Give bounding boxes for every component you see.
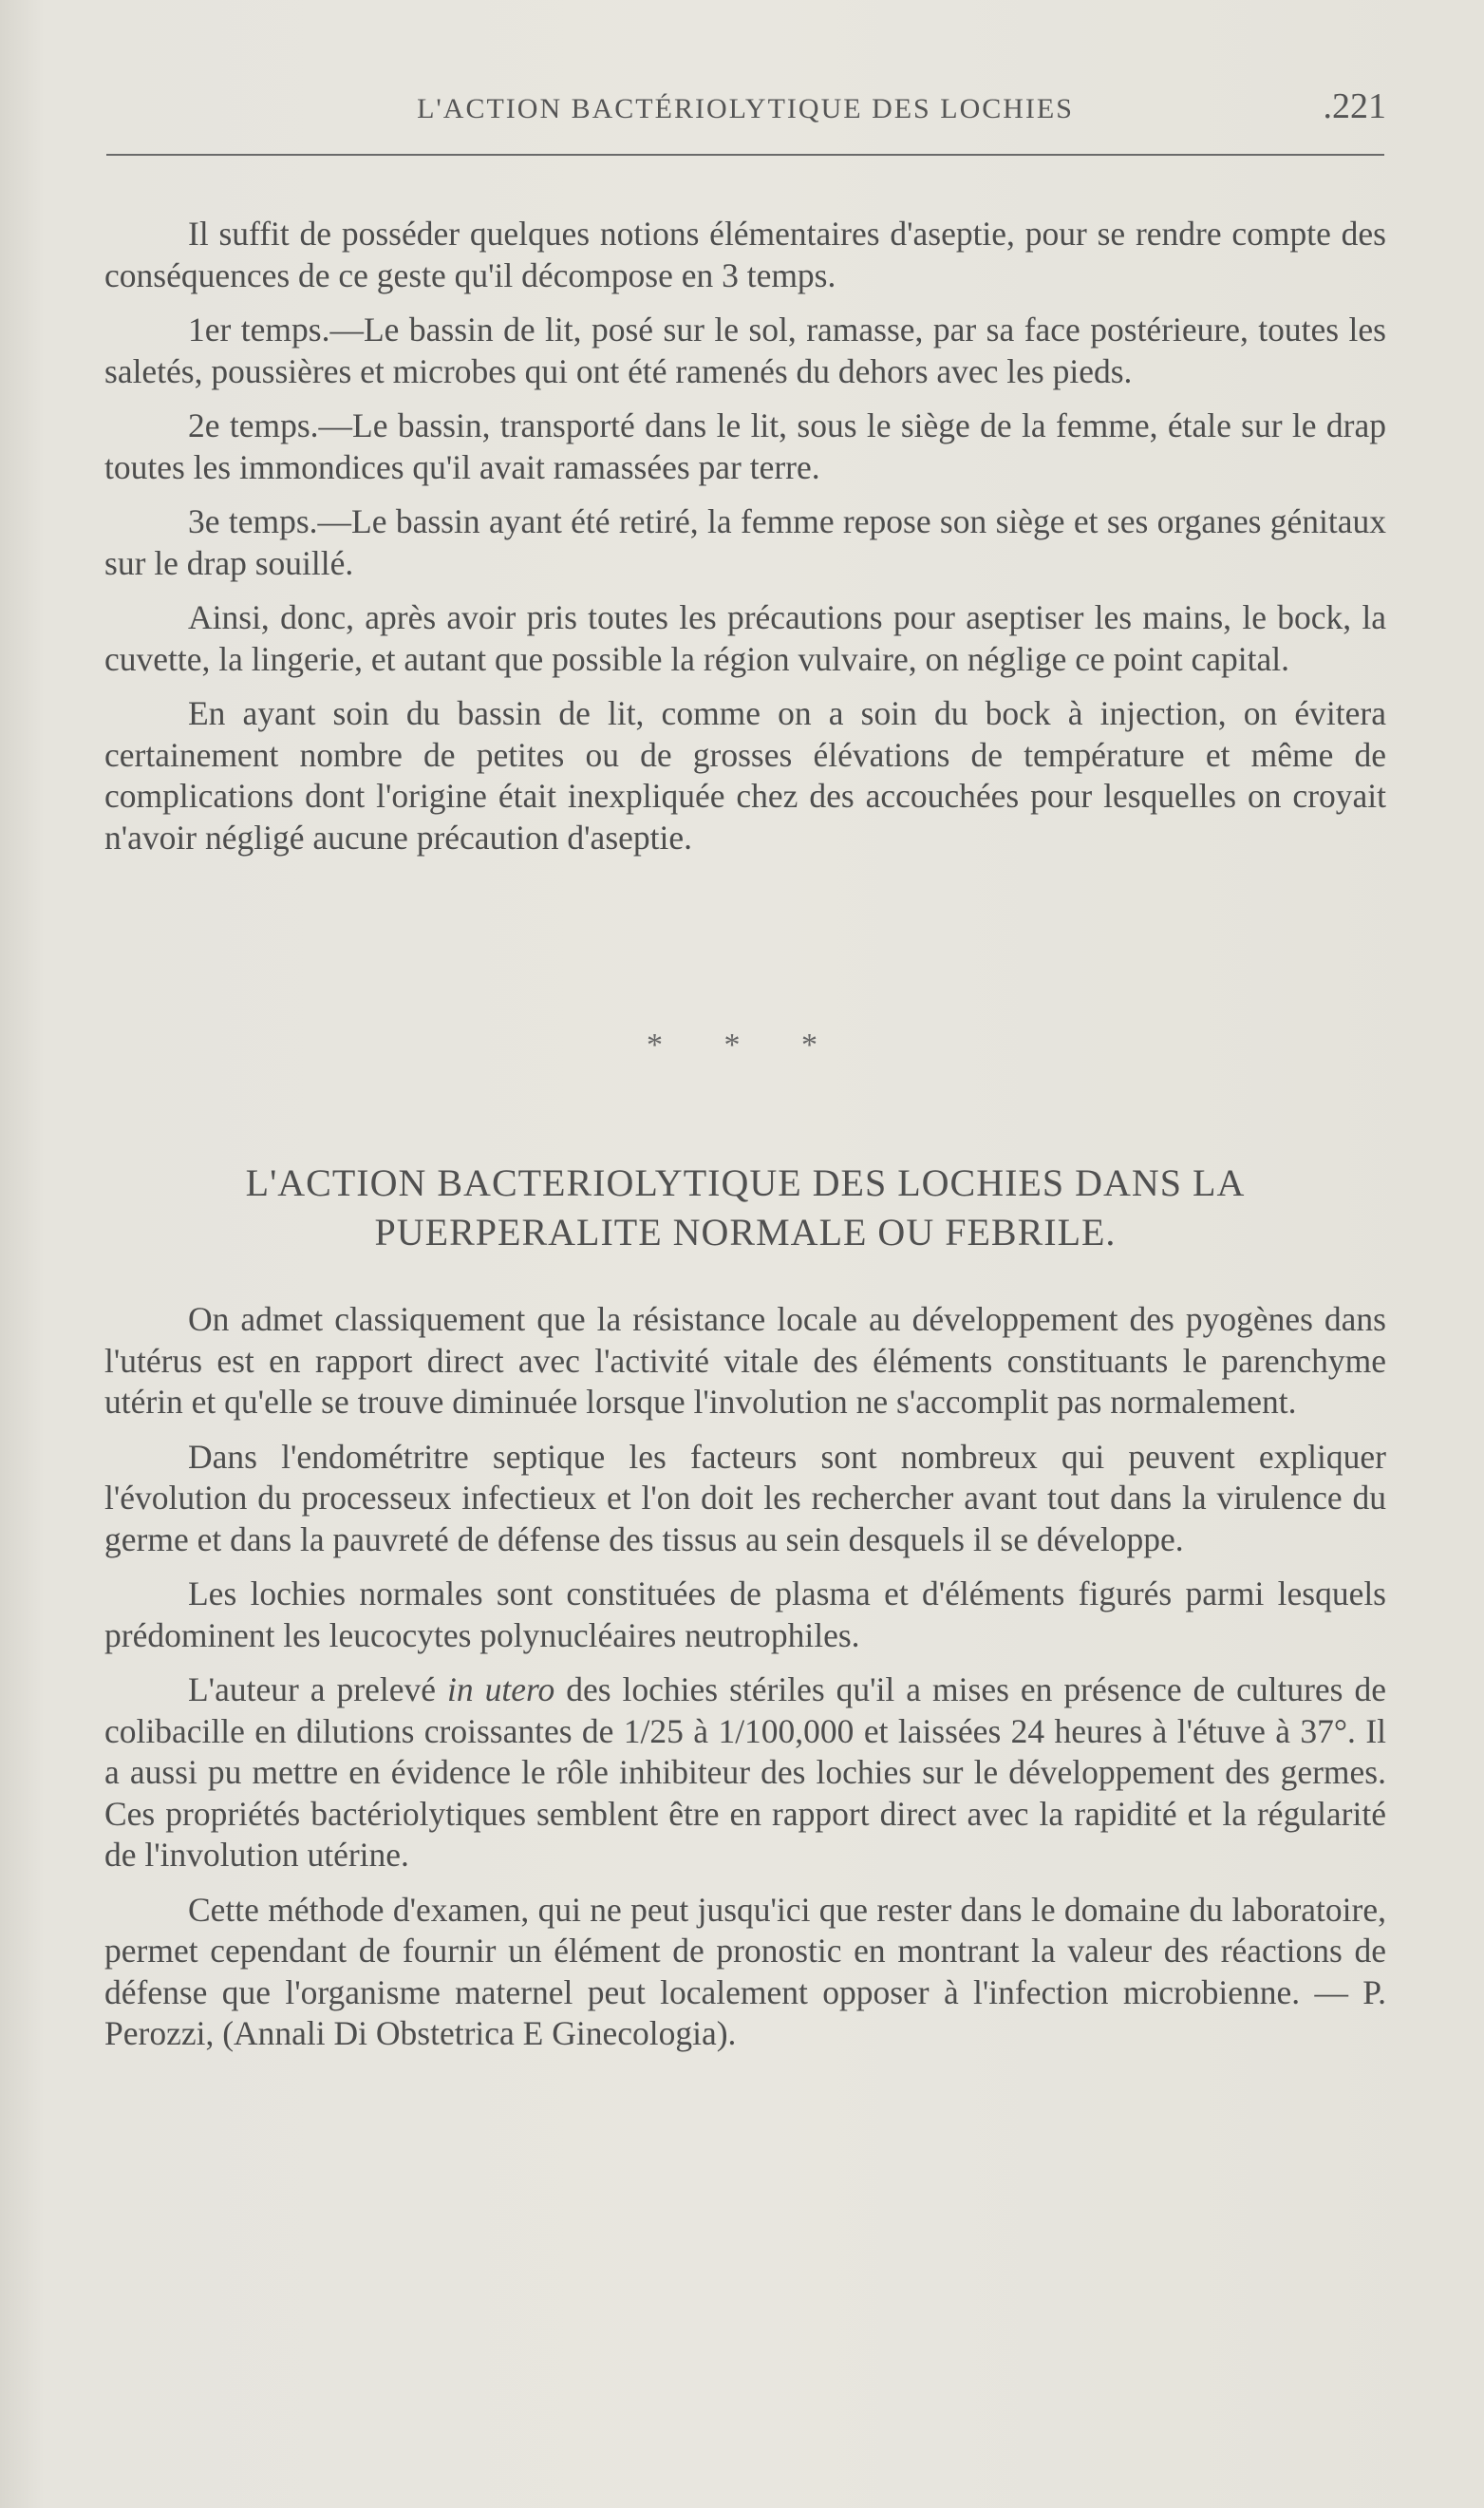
text-run: des lochies stériles qu'il a mises en présence de cultures de colibacille en dilutions croissantes de 1/25 à 1/100,000 et laissées 24 heures à l'étuve à 37°. Il a aussi pu mettre en évidence le rôle inhibiteur des lochies sur le développement des germes. Ces propriétés bactériolytiques semblent être en rapport direct avec la rapidité et la régularité de l'involution utérine. xyxy=(104,1670,1386,1874)
running-head xyxy=(104,85,1386,133)
header-rule xyxy=(106,154,1384,156)
paragraph: 3e temps.—Le bassin ayant été retiré, la femme repose son siège et ses organes génitaux sur le drap souillé. xyxy=(104,502,1386,582)
paragraph xyxy=(104,1669,1386,1876)
paragraph: On admet classiquement que la résistance locale au développement des pyogènes dans l'utérus est en rapport direct avec l'activité vitale des éléments constituants le parenchyme utérin et qu'elle se trouve diminuée lorsque l'involution ne s'accomplit pas normalement. xyxy=(104,1300,1386,1421)
section-title-line: L'ACTION BACTERIOLYTIQUE DES LOCHIES DANS LA xyxy=(245,1161,1246,1204)
top-text-block xyxy=(104,214,1386,872)
section-separator: * * * xyxy=(647,1028,844,1063)
paragraph: 1er temps.—Le bassin de lit, posé sur le sol, ramasse, par sa face postérieure, toutes les saletés, poussières et microbes qui ont été ramenés du dehors avec les pieds. xyxy=(104,311,1386,390)
text-run: L'auteur a prelevé xyxy=(188,1670,447,1708)
paragraph: Ainsi, donc, après avoir pris toutes les précautions pour aseptiser les mains, le bock, la cuvette, la lingerie, et autant que possible la région vulvaire, on néglige ce point capital. xyxy=(104,598,1386,678)
paragraph: En ayant soin du bassin de lit, comme on a soin du bock à injection, on évitera certainement nombre de petites ou de grosses élévations de température et même de complications dont l'origine était inexpliquée chez des accouchées pour lesquelles on croyait n'avoir négligé aucune précaution d'aseptie. xyxy=(104,694,1386,857)
running-title: L'ACTION BACTÉRIOLYTIQUE DES LOCHIES xyxy=(417,93,1074,124)
paragraph: Dans l'endométritre septique les facteurs sont nombreux qui peuvent expliquer l'évolution du processeux infectieux et l'on doit les rechercher avant tout dans la virulence du germe et dans la pauvreté de défense des tissus au sein desquels il se développe. xyxy=(104,1437,1386,1558)
paragraph: Il suffit de posséder quelques notions élémentaires d'aseptie, pour se rendre compte des conséquences de ce geste qu'il décompose en 3 temps. xyxy=(104,215,1386,294)
section-title xyxy=(104,1159,1386,1257)
italic-term: in utero xyxy=(447,1670,555,1708)
article-text-block xyxy=(104,1299,1386,2068)
section-title-line: PUERPERALITE NORMALE OU FEBRILE. xyxy=(374,1211,1117,1254)
paragraph: Cette méthode d'examen, qui ne peut jusqu'ici que rester dans le domaine du laboratoire, permet cependant de fournir un élément de pronostic en montrant la valeur des réactions de défense que l'organisme maternel peut localement opposer à l'infection microbienne. — P. Perozzi, (Annali Di Obstetrica E Ginecologia). xyxy=(104,1890,1386,2052)
paragraph: Les lochies normales sont constituées de plasma et d'éléments figurés parmi lesquels prédominent les leucocytes polynucléaires neutrophiles. xyxy=(104,1575,1386,1654)
paragraph: 2e temps.—Le bassin, transporté dans le lit, sous le siège de la femme, étale sur le drap toutes les immondices qu'il avait ramassées par terre. xyxy=(104,406,1386,486)
page-number: .221 xyxy=(1323,86,1386,126)
